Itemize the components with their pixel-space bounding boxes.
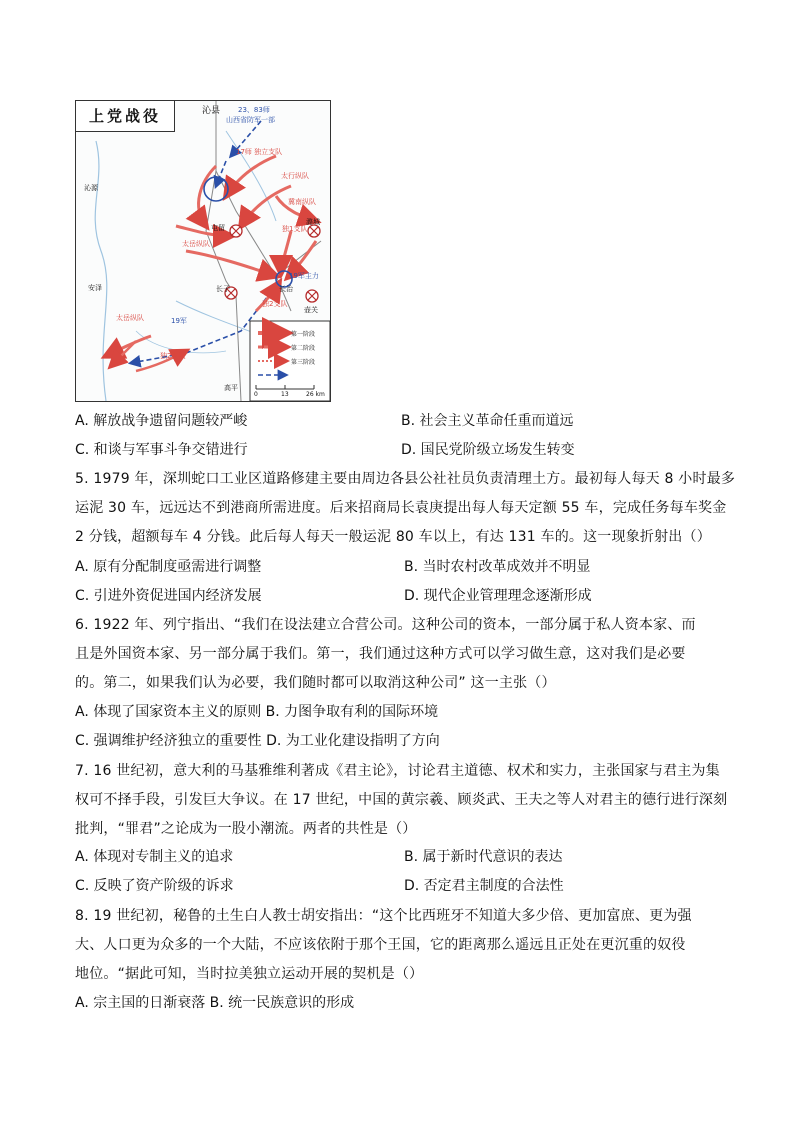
q5-stem-line-1: 5. 1979 年，深圳蛇口工业区道路修建主要由周边各县公社社员负责清理土方。最初每人每天 8 小时最多	[75, 471, 736, 487]
label-army19: 19军主力	[289, 272, 319, 280]
label-changzhi: 长治	[279, 285, 293, 293]
q5-option-c: C. 引进外资促进国内经济发展	[75, 588, 262, 604]
label-army19b: 19军	[171, 317, 187, 325]
battle-map	[75, 100, 331, 402]
label-zhangzi: 长子	[216, 285, 230, 293]
q8-stem-line-3: 地位。“据此可知，当时拉美独立运动开展的契机是（）	[75, 966, 424, 982]
q7-stem-line-3: 批判，“罪君”之论成为一股小潮流。两者的共性是（）	[75, 821, 417, 837]
q7-option-c: C. 反映了资产阶级的诉求	[75, 878, 234, 894]
q7-option-a: A. 体现对专制主义的追求	[75, 849, 234, 865]
q6-option-cd: C. 强调维护经济独立的重要性 D. 为工业化建设指明了方向	[75, 733, 440, 749]
scale-0: 0	[254, 391, 258, 398]
label-du2: 独2支队	[262, 300, 288, 308]
legend-stage-3: 第三阶段	[291, 359, 316, 366]
q8-option-ab: A. 宗主国的日渐衰落 B. 统一民族意识的形成	[75, 995, 355, 1011]
q7-stem-line-2: 权可不择手段，引发巨大争议。在 17 世纪，中国的黄宗羲、顾炎武、王夫之等人对君主的德行进行深刻	[75, 792, 728, 808]
q5-stem-line-3: 2 分钱，超额每车 4 分钱。此后每人每天一般运泥 80 车以上，有达 131 车的。这一现象折射出（）	[75, 529, 711, 545]
label-jinan: 冀南纵队	[288, 198, 316, 206]
q5-option-d: D. 现代企业管理理念逐渐形成	[404, 588, 592, 604]
label-duyidui: 17师 独立支队	[236, 148, 283, 156]
q6-stem-line-2: 且是外国资本家、另一部分属于我们。第一，我们通过这种方式可以学习做生意，这对我们是必要	[75, 646, 686, 662]
label-shanxi-army: 山西省防军一部	[226, 116, 275, 124]
label-taiyue: 太岳纵队	[182, 240, 210, 248]
legend-stage-1: 第一阶段	[291, 331, 316, 338]
q8-stem-line-1: 8. 19 世纪初，秘鲁的土生白人教士胡安指出：“这个比西班牙不知道大多少倍、更加富庶、更为强	[75, 908, 692, 924]
label-du1: 独1支队	[282, 225, 308, 233]
q4-option-d: D. 国民党阶级立场发生转变	[401, 442, 575, 458]
q8-stem-line-2: 大、人口更为众多的一个大陆，不应该依附于那个王国，它的距离那么遥远且正处在更沉重的奴役	[75, 937, 686, 953]
q4-option-a: A. 解放战争遗留问题较严峻	[75, 413, 248, 429]
q5-option-a: A. 原有分配制度亟需进行调整	[75, 559, 262, 575]
q6-stem-line-1: 6. 1922 年、列宁指出、“我们在设法建立合营公司。这种公司的资本，一部分属于私人资本家、而	[75, 617, 696, 633]
q5-option-b: B. 当时农村改革成效并不明显	[404, 559, 591, 575]
legend-stage-2: 第二阶段	[291, 345, 316, 352]
label-anze: 安泽	[88, 284, 102, 292]
q7-stem-line-1: 7. 16 世纪初，意大利的马基雅维利著成《君主论》，讨论君主道德、权术和实力，主张国家与君主为集	[75, 763, 720, 779]
q7-option-d: D. 否定君主制度的合法性	[404, 878, 564, 894]
map-title: 上党战役	[76, 101, 175, 132]
label-qinxian: 沁县	[202, 106, 221, 116]
label-lucheng: 潞城	[306, 218, 320, 226]
label-taihang: 太行纵队	[281, 172, 309, 180]
scale-13: 13	[281, 391, 289, 398]
q5-stem-line-2: 运泥 30 车，远远达不到港商所需进度。后来招商局长袁庚提出每人每天定额 55 车，完成任务每车奖金	[75, 500, 727, 516]
q6-option-ab: A. 体现了国家资本主义的原则 B. 力图争取有利的国际环境	[75, 704, 439, 720]
label-qinyuan: 沁源	[84, 184, 98, 192]
label-taiyue-2: 太岳纵队	[116, 314, 144, 322]
label-div2383: 23、83师	[238, 106, 270, 114]
q6-stem-line-3: 的。第二，如果我们认为必要，我们随时都可以取消这种公司” 这一主张（）	[75, 675, 556, 691]
q7-option-b: B. 属于新时代意识的表达	[404, 849, 563, 865]
q4-option-b: B. 社会主义革命任重而道远	[401, 413, 574, 429]
label-tunliu: 屯留	[211, 224, 225, 232]
map-graphic	[76, 101, 330, 401]
label-huguan: 壶关	[304, 306, 318, 314]
q4-option-c: C. 和谈与军事斗争交错进行	[75, 442, 248, 458]
label-gaoping: 高平	[224, 384, 238, 392]
label-du2-2: 独2支队	[160, 352, 186, 360]
scale-26km: 26 km	[306, 391, 325, 398]
